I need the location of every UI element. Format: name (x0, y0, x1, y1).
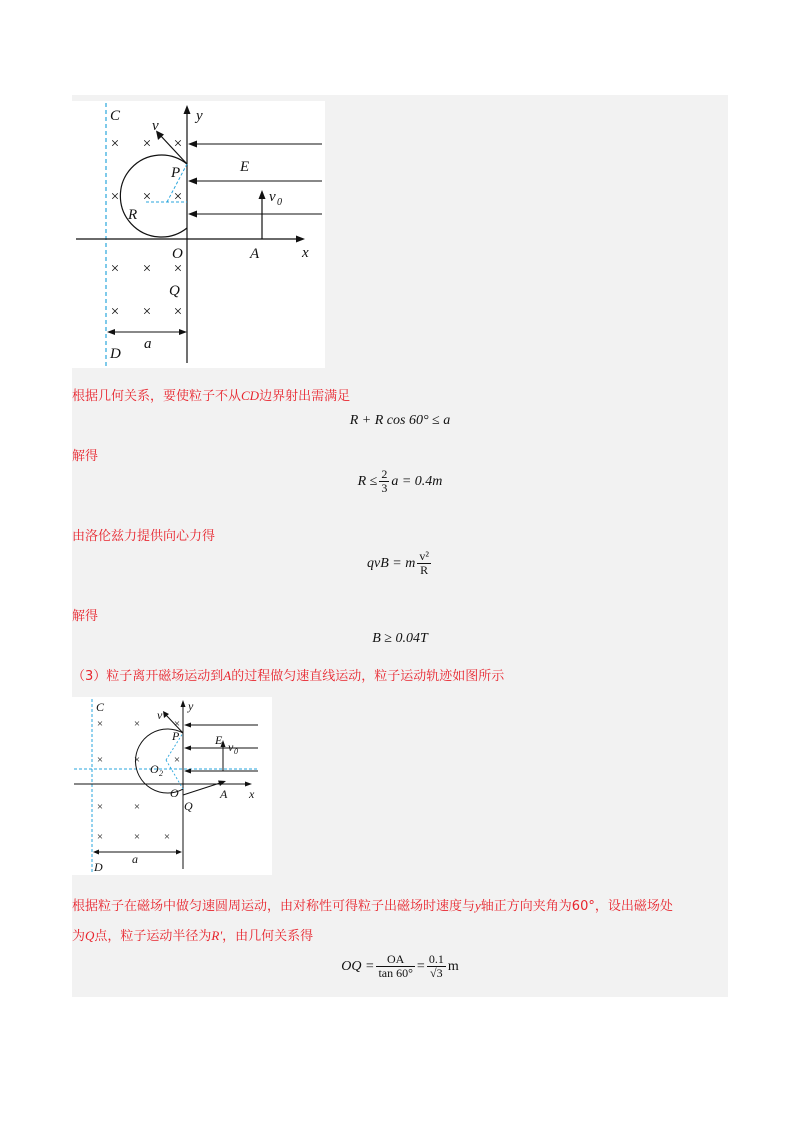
equation-2-right: a = 0.4m (391, 473, 443, 489)
dimension-a-arrow-right (176, 850, 182, 855)
equation-2 (72, 468, 728, 495)
text-6-post: 轴正方向夹角为60°，设出磁场处 (480, 899, 673, 914)
equation-5-fraction-2 (427, 953, 446, 980)
label-q: Q (184, 799, 193, 813)
label-c: C (110, 108, 121, 124)
label-v0-subscript: 0 (234, 747, 238, 756)
label-y-axis: y (196, 108, 203, 124)
electric-field-lines (190, 725, 258, 771)
field-cross: × (142, 304, 152, 320)
field-cross: × (133, 831, 141, 843)
text-line-2: 解得 (72, 449, 99, 464)
text-line-5 (72, 665, 504, 684)
text-line-6 (72, 895, 673, 914)
label-a-point: A (220, 787, 228, 801)
text-line-7 (72, 925, 313, 944)
equation-3-fraction (417, 550, 431, 577)
dimension-a-arrow-left (93, 850, 99, 855)
equation-5-left: OQ = (341, 958, 375, 974)
segment-q-to-a (183, 783, 220, 795)
y-axis-arrow (181, 700, 186, 707)
text-5-post: 的过程做匀速直线运动，粒子运动轨迹如图所示 (231, 669, 505, 684)
text-1-post: 边界射出需满足 (259, 389, 351, 404)
dimension-a-arrow-left (107, 329, 115, 335)
dimension-a-arrow-right (179, 329, 187, 335)
label-r: R (128, 207, 138, 223)
content-panel (72, 95, 728, 997)
equation-5-equals: = (416, 958, 425, 974)
field-cross: × (142, 189, 152, 205)
equation-3 (72, 550, 728, 577)
label-p: P (172, 729, 180, 743)
label-o2: O (150, 762, 159, 776)
field-cross: × (163, 831, 171, 843)
label-p: P (171, 165, 181, 181)
label-x-axis: x (302, 245, 309, 261)
field-cross: × (96, 801, 104, 813)
text-5-pre: （3）粒子离开磁场运动到 (72, 669, 224, 684)
equation-2-left: R ≤ (357, 473, 378, 489)
label-o: O (170, 786, 179, 800)
field-cross: × (96, 754, 104, 766)
label-a-length: a (144, 336, 152, 352)
text-line-3: 由洛伦兹力提供向心力得 (72, 529, 216, 544)
field-cross: × (133, 718, 141, 730)
equation-3-left: qvB = m (367, 555, 416, 571)
equation-5-fraction-1 (376, 953, 414, 980)
segment-q-to-a-arrow (218, 781, 226, 787)
field-cross: × (173, 718, 181, 730)
equation-4-body: B ≥ 0.04T (372, 631, 428, 646)
text-1-cd: CD (241, 388, 260, 403)
field-cross: × (110, 136, 120, 152)
equation-3-denominator: R (420, 563, 429, 578)
field-cross: × (173, 189, 183, 205)
equation-4 (72, 631, 728, 647)
field-cross: × (173, 754, 181, 766)
field-cross: × (133, 754, 141, 766)
magnetic-field-crosses (97, 718, 180, 843)
field-cross: × (142, 136, 152, 152)
equation-2-numerator: 2 (381, 467, 388, 481)
text-line-4: 解得 (72, 609, 99, 624)
equation-3-numerator: v² (419, 549, 429, 563)
label-v: v (157, 708, 163, 722)
label-v0: v (228, 740, 234, 754)
electric-field-lines (194, 144, 322, 214)
text-7-mid: 点，粒子运动半径为 (94, 929, 212, 944)
field-cross: × (133, 801, 141, 813)
text-5-a: A (223, 668, 232, 683)
field-cross: × (96, 718, 104, 730)
figure-magnetic-field-2 (72, 697, 272, 875)
label-x-axis: x (249, 787, 255, 801)
field-cross: × (173, 261, 183, 277)
equation-5-denominator-2: √3 (430, 966, 443, 981)
label-q: Q (169, 283, 180, 299)
label-o2-subscript: 2 (159, 769, 163, 778)
text-7-post: ，由几何关系得 (222, 929, 314, 944)
label-v0: v (269, 189, 276, 205)
field-cross: × (142, 261, 152, 277)
figure-2-svg (72, 697, 272, 875)
equation-5-numerator-2: 0.1 (428, 952, 444, 966)
label-a-point: A (250, 246, 260, 262)
text-6-pre: 根据粒子在磁场中做匀速圆周运动，由对称性可得粒子出磁场时速度与 (72, 899, 476, 914)
field-cross: × (173, 136, 183, 152)
text-1-pre: 根据几何关系，要使粒子不从 (72, 389, 242, 404)
text-6-y: y (475, 898, 481, 913)
label-v0-subscript: 0 (277, 197, 282, 208)
label-a-length: a (132, 852, 138, 866)
electric-field-arrows (188, 141, 197, 218)
field-cross: × (110, 304, 120, 320)
field-cross: × (110, 261, 120, 277)
electric-field-arrows (184, 723, 191, 774)
text-7-q: Q (85, 928, 95, 943)
figure-magnetic-field-1 (72, 101, 325, 368)
figure-1-svg (72, 101, 325, 368)
label-c: C (96, 700, 105, 714)
equation-2-denominator: 3 (381, 481, 388, 496)
field-cross: × (96, 831, 104, 843)
equation-5-denominator-1: tan 60° (378, 966, 413, 981)
equation-5-numerator-1: OA (376, 953, 414, 967)
equation-2-fraction (379, 468, 389, 495)
text-line-1 (72, 385, 350, 404)
label-e: E (240, 159, 250, 175)
text-7-r-prime: R' (211, 928, 223, 943)
equation-5 (72, 953, 728, 980)
label-d: D (94, 860, 103, 874)
v0-arrowhead (259, 190, 266, 199)
field-cross: × (110, 189, 120, 205)
equation-1 (72, 413, 728, 429)
label-v: v (152, 118, 159, 134)
text-7-pre: 为 (72, 929, 86, 944)
label-d: D (110, 346, 121, 362)
label-e: E (215, 733, 223, 747)
x-axis-arrow (296, 236, 305, 243)
y-axis-arrow (184, 105, 191, 114)
x-axis-arrow (245, 782, 252, 787)
equation-5-unit: m (447, 958, 459, 974)
equation-1-body: R + R cos 60° ≤ a (349, 413, 451, 428)
label-y-axis: y (188, 699, 194, 713)
field-cross: × (173, 304, 183, 320)
label-o: O (172, 246, 183, 262)
